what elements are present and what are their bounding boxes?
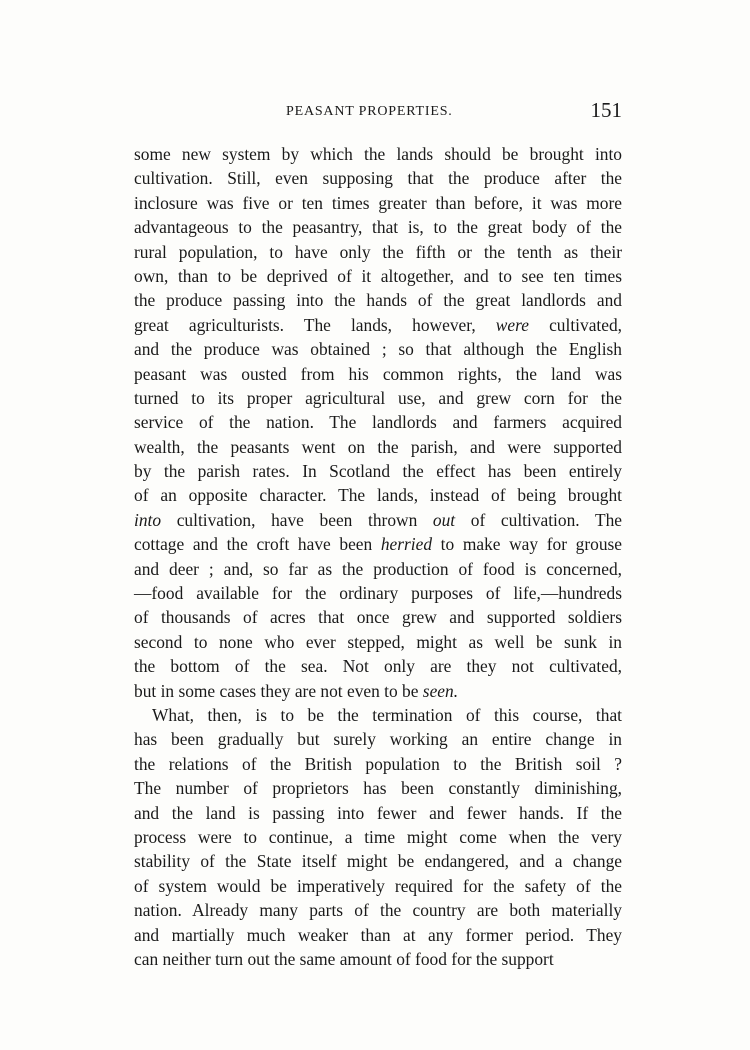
text-segment: the produce passing into the hands of the great landlords and [134,290,622,311]
text-segment: stability of the State itself might be endangered, and a change [134,851,622,872]
text-line [134,581,622,605]
text-line [134,240,622,264]
text-segment: cottage and the croft have been [134,534,381,555]
text-segment: inclosure was five or ten times greater than before, it was more [134,192,622,213]
text-segment: own, than to be deprived of it altogether, and to see ten times [134,265,622,286]
running-title: PEASANT PROPERTIES. [286,104,453,119]
text-line [134,337,622,361]
text-segment: and the produce was obtained ; so that although the English [134,339,622,360]
text-line [134,703,622,727]
italic-text: out [432,509,456,530]
text-line [134,752,622,776]
italic-text: were [495,314,529,335]
text-line [134,630,622,654]
italic-text: into [134,509,162,530]
text-line [134,849,622,873]
text-line [134,874,622,898]
text-segment: peasant was ousted from his common rights, the land was [134,363,622,384]
text-line [134,508,622,532]
text-segment: has been gradually but surely working an entire change in [134,729,622,750]
text-segment: of system would be imperatively required for the safety of the [134,875,622,896]
text-segment: cultivated, [528,314,623,335]
text-segment: nation. Already many parts of the country are both materially [134,900,622,921]
page-number: 151 [590,98,622,122]
text-line [134,459,622,483]
text-segment: advantageous to the peasantry, that is, to the great body of the [134,217,622,238]
text-line [134,679,622,703]
text-segment: The number of proprietors has been constantly diminishing, [134,778,622,799]
text-segment: and deer ; and, so far as the production of food is concerned, [134,558,622,579]
text-segment: to make way for grouse [432,534,622,555]
text-segment: turned to its proper agricultural use, and grew corn for the [134,387,622,408]
text-line [134,215,622,239]
text-segment: wealth, the peasants went on the parish, and were supported [134,436,622,457]
text-segment: process were to continue, a time might come when the very [134,826,622,847]
text-line [134,898,622,922]
body-text [134,142,622,971]
text-line [134,654,622,678]
text-line [134,191,622,215]
italic-text: herried [380,534,433,555]
text-segment: —food available for the ordinary purposes of life,—hundreds [134,583,622,604]
text-segment: the bottom of the sea. Not only are they not cultivated, [134,656,622,677]
text-segment: cultivation, have been thrown [161,509,433,530]
text-segment: the relations of the British population to the British soil ? [134,753,622,774]
text-segment: second to none who ever stepped, might as well be sunk in [134,631,622,652]
text-segment: service of the nation. The landlords and farmers acquired [134,412,622,433]
text-line [134,801,622,825]
text-segment: some new system by which the lands should be brought into [134,144,622,164]
text-line [134,410,622,434]
text-line [134,166,622,190]
text-segment: and the land is passing into fewer and fewer hands. If the [134,802,622,823]
text-segment: great agriculturists. The lands, however, [134,314,496,335]
text-line [134,776,622,800]
paragraph [134,142,622,703]
italic-text: seen. [422,680,459,701]
text-line [134,313,622,337]
text-segment: rural population, to have only the fifth or the tenth as their [134,241,622,262]
text-segment: of thousands of acres that once grew and supported soldiers [134,607,622,628]
text-segment: but in some cases they are not even to be [134,680,423,701]
text-segment: cultivation. Still, even supposing that the produce after the [134,168,622,189]
text-line [134,557,622,581]
text-line [134,727,622,751]
text-segment: of cultivation. The [455,509,622,530]
paragraph [134,703,622,971]
page-header [134,98,622,128]
text-line [134,386,622,410]
text-line [134,264,622,288]
text-line [134,142,622,166]
text-segment: of an opposite character. The lands, instead of being brought [134,485,622,506]
text-line [134,923,622,947]
text-line [134,483,622,507]
text-line [134,362,622,386]
text-line [134,605,622,629]
text-line [134,288,622,312]
text-segment: and martially much weaker than at any former period. They [134,924,622,945]
text-line [134,435,622,459]
text-segment: What, then, is to be the termination of this course, that [152,704,622,725]
text-line [134,532,622,556]
text-line [134,947,622,971]
text-line [134,825,622,849]
text-segment: can neither turn out the same amount of food for the support [134,948,554,969]
text-segment: by the parish rates. In Scotland the effect has been entirely [134,461,622,482]
